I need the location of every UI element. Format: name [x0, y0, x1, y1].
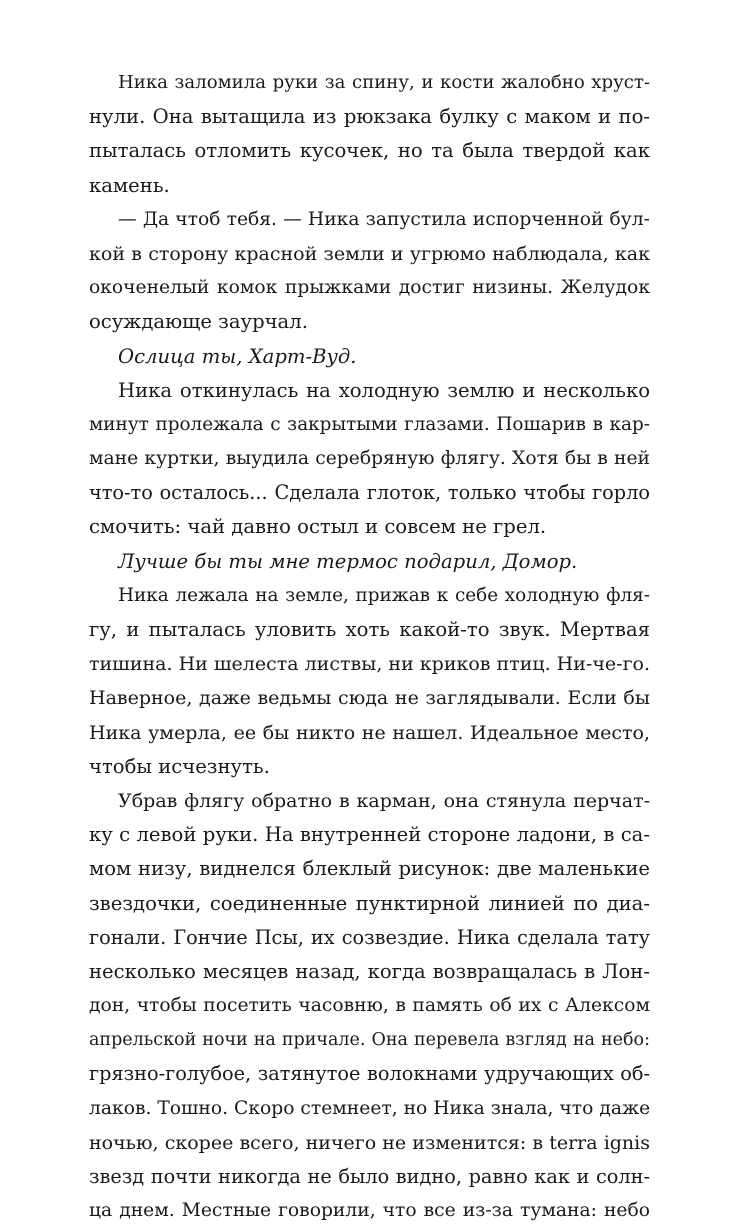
italic-thought: Ослица ты, Харт-Вуд. — [118, 344, 357, 368]
text-line: гонали. Гончие Псы, их созвездие. Ника сделала тату — [89, 925, 650, 949]
italic-thought: Лучше бы ты мне термос подарил, Домор. — [118, 549, 578, 573]
text-line: чтобы исчезнуть. — [89, 754, 270, 778]
text-line: — Да чтоб тебя. — Ника запустила испорченной бул- — [118, 208, 650, 230]
text-line: окоченелый комок прыжками достиг низины. Желудок — [89, 277, 650, 299]
text-line: мом низу, виднелся блеклый рисунок: две маленькие — [89, 857, 650, 881]
text-line: Ника умерла, ее бы никто не нашел. Идеальное место, — [89, 721, 650, 744]
text-line: смочить: чай давно остыл и совсем не грел. — [89, 515, 547, 539]
text-line: ца днем. Местные говорили, что все из-за тумана: небо — [89, 1200, 650, 1222]
text-line: кой в сторону красной земли и угрюмо наблюдала, как — [89, 242, 650, 265]
text-line: Ника заломила руки за спину, и кости жалобно хруст- — [118, 72, 650, 93]
text-line: Ника откинулась на холодную землю и несколько — [118, 378, 650, 402]
text-line: Убрав флягу обратно в карман, она стянула перчат- — [118, 789, 650, 812]
text-line: нули. Она вытащила из рюкзака булку с маком и по- — [89, 105, 650, 129]
text-line: мане куртки, выудила серебряную флягу. Хотя бы в ней — [89, 448, 650, 470]
text-line: дон, чтобы посетить часовню, в память об их с Алексом — [89, 995, 650, 1017]
text-line: ку с левой руки. На внутренней стороне ладони, в са- — [89, 823, 650, 847]
text-line: грязно-голубое, затянутое волокнами удручающих об- — [89, 1062, 650, 1086]
text-line: ночью, скорее всего, ничего не изменится: в terra ignis — [89, 1131, 650, 1154]
text-line: Ника лежала на земле, прижав к себе холодную фля- — [118, 584, 650, 606]
text-line: несколько месяцев назад, когда возвращалась в Лон- — [89, 959, 650, 983]
text-line: лаков. Тошно. Скоро стемнеет, но Ника знала, что даже — [89, 1097, 651, 1119]
text-line: пыталась отломить кусочек, но та была твердой как — [89, 139, 650, 163]
text-line: осуждающе заурчал. — [89, 310, 308, 334]
text-line: минут пролежала с закрытыми глазами. Пошарив в кар- — [89, 413, 650, 435]
text-line: звезд почти никогда не было видно, равно как и солн- — [89, 1165, 650, 1188]
text-line: звездочки, соединенные пунктирной линией по диа- — [89, 891, 650, 915]
text-line: Наверное, даже ведьмы сюда не заглядывали. Если бы — [89, 687, 650, 710]
text-line: что-то осталось... Сделала глоток, только чтобы горло — [89, 481, 650, 505]
text-line: тишина. Ни шелеста листвы, ни криков птиц. Ни-че-го. — [89, 653, 650, 676]
text-line: апрельской ночи на причале. Она перевела взгляд на небо: — [89, 1030, 650, 1051]
text-line: камень. — [89, 173, 170, 197]
book-page — [89, 66, 650, 1228]
text-line: гу, и пыталась уловить хоть какой-то звук. Мертвая — [89, 618, 650, 641]
